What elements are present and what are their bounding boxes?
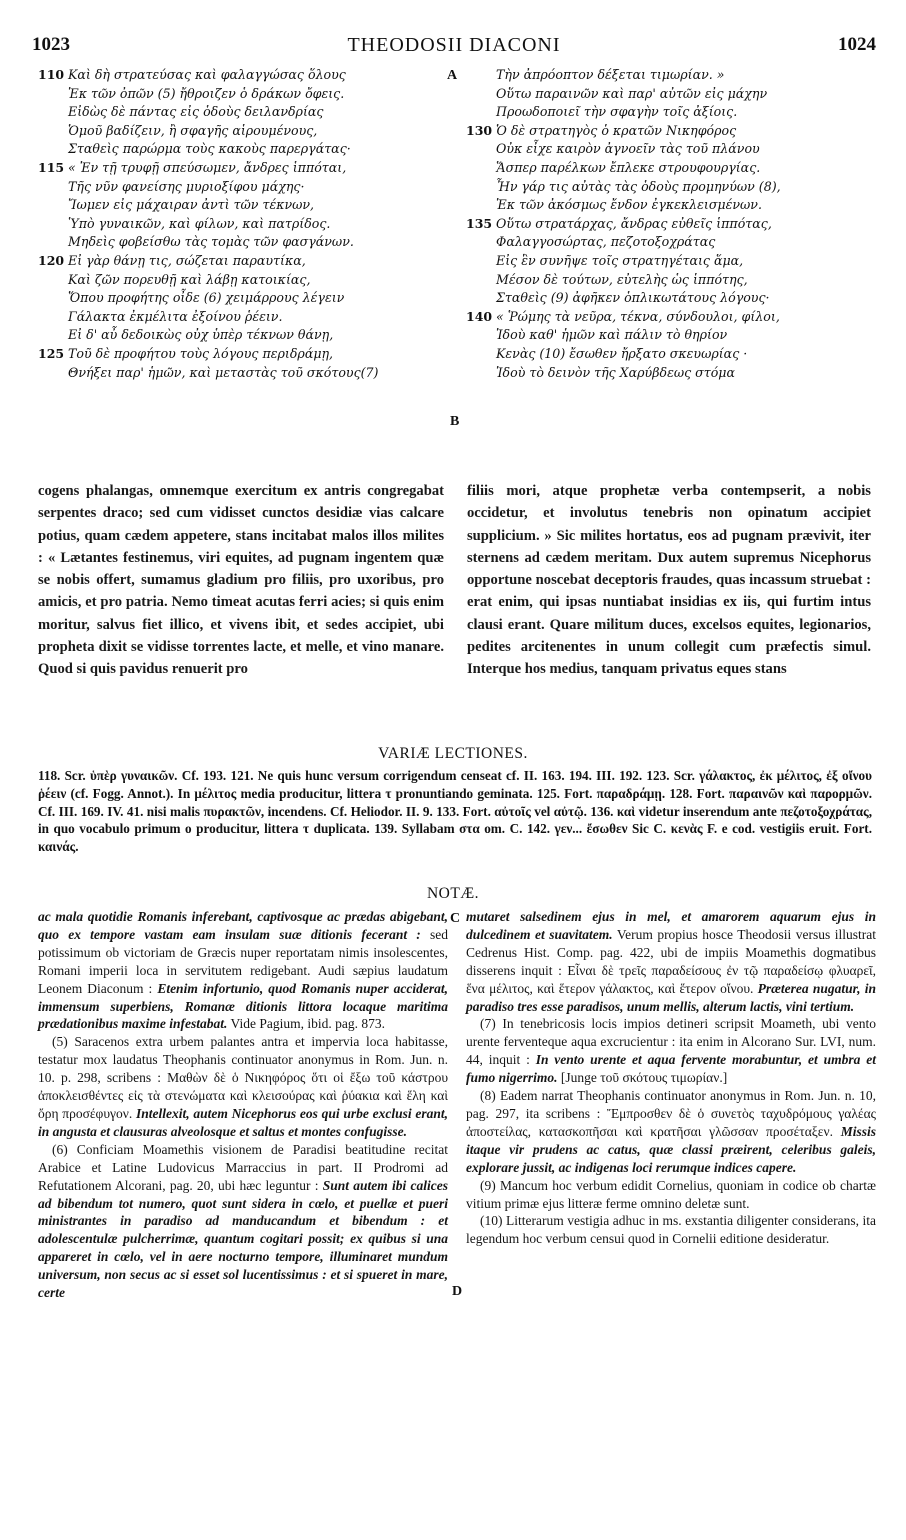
verse-text: Σταθεὶς παρώρμα τοὺς κακοὺς παρεργάτας· — [68, 141, 351, 157]
notes-column-left — [38, 908, 448, 1302]
note-text: In vento urente et aqua fervente morabuntur, et umbra et fumo nigerrimo. — [466, 1052, 876, 1086]
verse-text: Ὁμοῦ βαδίζειν, ἢ σφαγῆς αἱρουμένους, — [68, 122, 318, 138]
verse-text: Εἰ γὰρ θάνῃ τις, σώζεται παραυτίκα, — [68, 252, 306, 268]
page-header — [32, 34, 876, 60]
verse-text: Μέσον δὲ τούτων, εὐτελὴς ὡς ἱππότης, — [496, 271, 748, 287]
margin-letter-a: A — [447, 68, 458, 83]
note-text: (8) Eadem narrat Theophanis continuator anonymus in Rom. Jun. n. 10, pag. 297, ita scribens : Ἔμπροσθεν δὲ ὁ συνετὸς ταχυδρόμους γαλέας ἀποστείλας, κατασκοπῆσαι καὶ κρατῆσαι γλῶσσαν προσέταξεν. — [466, 1088, 876, 1139]
verse-line — [68, 215, 428, 234]
margin-letter-c: C — [450, 911, 461, 926]
verse-text: Οὕτω στρατάρχας, ἄνδρας εὐθεῖς ἱππότας, — [496, 215, 772, 231]
note-paragraph — [466, 1087, 876, 1177]
verse-text: Ἦν γάρ τις αὐτὰς τὰς ὁδοὺς προμηνύων (8), — [496, 178, 781, 194]
verse-text: Εἰ δ' αὖ δεδοικὼς οὐχ ὑπὲρ τέκνων θάνῃ, — [68, 327, 334, 343]
verse-text: Ἅσπερ παρέλκων ἔπλεκε στρουφουργίας. — [496, 159, 761, 175]
verse-line — [496, 345, 876, 364]
verse-text: Τοῦ δὲ προφήτου τοὺς λόγους περιδράμῃ, — [68, 345, 334, 361]
note-paragraph — [38, 1033, 448, 1140]
verse-line — [496, 85, 876, 104]
note-text: Vide Pagium, ibid. pag. 873. — [227, 1016, 385, 1032]
note-paragraph — [466, 1212, 876, 1248]
latin-translation-right: filiis mori, atque prophetæ verba contempserit, a nobis occidetur, et involutus tenebris non opinatum accipiet supplicium. » Sic milites hortatus, eos ad pugnam prævivit, iter sternens ad cædem meritam. Dux autem supremus Nicephorus opportune noscebat deceptoris fraudes, quas incassum struebat : erat enim, qui ipsas nuntiabat insidias ex iis, qui furtim intus clausi erant. Quare militum duces, excelsos equites, legionarios, pedites arcitenentes in unum collegit cum præfectis simul. Interque hos medius, tanquam privatus eques stans — [467, 483, 871, 678]
verse-text: Ἰδοὺ τὸ δεινὸν τῆς Χαρύβδεως στόμα — [496, 364, 735, 380]
verse-text: Ἰδοὺ καθ' ἡμῶν καὶ πάλιν τὸ θηρίον — [496, 327, 728, 343]
verse-line — [68, 103, 428, 122]
verse-line — [466, 308, 876, 327]
note-paragraph — [466, 908, 876, 1015]
verse-line — [38, 159, 428, 178]
verse-line — [496, 159, 876, 178]
margin-letter-d: D — [452, 1284, 463, 1299]
verse-text: Φαλαγγοσώρτας, πεζοτοξοχράτας — [496, 234, 716, 250]
note-text: sed potissimum ob victoriam de Græcis nuper reportatam nimis insolescentes, Romani imperii loca in servitutem redigebant. Audi sæpius laudatum Leonem Diaconum : — [38, 926, 448, 996]
verse-text: Ἴωμεν εἰς μάχαιραν ἀντὶ τῶν τέκνων, — [68, 197, 315, 213]
note-text: (10) Litterarum vestigia adhuc in ms. exstantia diligenter considerans, ita legendum hoc verbum censui quod in Cornelii editione desideratur. — [466, 1213, 876, 1247]
verse-line — [68, 196, 428, 215]
verse-text: Οὕτω παραινῶν καὶ παρ' αὐτῶν εἰς μάχην — [496, 85, 768, 101]
verse-line — [38, 252, 428, 271]
verse-text: Σταθεὶς (9) ἀφῆκεν ὁπλικωτάτους λόγους· — [496, 290, 770, 306]
verse-line — [38, 66, 428, 85]
verse-text: « Ῥώμης τὰ νεῦρα, τέκνα, σύνδουλοι, φίλοι, — [496, 308, 780, 324]
verse-text: Γάλακτα ἐκμέλιτα ἐξοίνου ῥέειν. — [68, 308, 283, 324]
verse-line — [496, 289, 876, 308]
verse-number: 120 — [38, 252, 65, 268]
left-page-number: 1023 — [32, 34, 70, 55]
verse-line — [68, 85, 428, 104]
verse-line — [466, 122, 876, 141]
note-paragraph — [466, 1177, 876, 1213]
verse-number: 115 — [38, 159, 65, 175]
note-text: ac mala quotidie Romanis inferebant, captivosque ac prædas abigebant, quo ex tempore vastam eam insulam suæ ditionis fecerant : — [38, 909, 448, 942]
verse-number: 110 — [38, 67, 65, 82]
variae-lectiones-heading: VARIÆ LECTIONES. — [378, 745, 528, 762]
verse-line — [496, 271, 876, 290]
verse-line — [496, 196, 876, 215]
note-text: [Junge τοῦ σκότους τιμωρίαν.] — [557, 1070, 728, 1086]
verse-text: Κενὰς (10) ἔσωθεν ἤρξατο σκευωρίας · — [496, 345, 748, 361]
margin-letter-b: B — [450, 414, 460, 429]
verse-number: 140 — [466, 308, 493, 324]
verse-number: 135 — [466, 215, 493, 231]
verse-line — [68, 364, 428, 383]
verse-text: « Ἐν τῇ τρυφῇ σπεύσωμεν, ἄνδρες ἱππόται, — [68, 159, 347, 175]
note-text: Missis itaque vir prudens ac catus, quæ classi præirent, celeribus galeis, explorare jussit, ac indigenas loci rerumque indices capere. — [466, 1123, 876, 1175]
verse-text: Ἐκ τῶν ἀκόσμως ἔνδον ἐγκεκλεισμένων. — [496, 197, 762, 213]
note-text: (7) In tenebricosis locis impios detineri scripsit Moameth, ubi vento urente ferventeque aqua excrucientur : ita enim in Alcorano Sur. LVI, num. 44, inquit : — [466, 1016, 876, 1068]
verse-line — [68, 326, 428, 345]
verse-text: Ὑπὸ γυναικῶν, καὶ φίλων, καὶ πατρίδος. — [68, 215, 331, 231]
note-paragraph — [38, 1141, 448, 1302]
verse-text: Εἰς ἓν συνῆψε τοῖς στρατηγέταις ἅμα, — [496, 252, 744, 268]
verse-line — [496, 103, 876, 122]
verse-line — [68, 178, 428, 197]
note-text: Etenim infortunio, quod Romanis nuper acciderat, immensum superbiens, Romanæ ditionis littora locaque maritima prædationibus maxime infestabat. — [38, 980, 448, 1032]
verse-line — [496, 326, 876, 345]
verse-line — [496, 233, 876, 252]
note-text: mutaret salsedinem ejus in mel, et amarorem aquarum ejus in dulcedinem et suavitatem. — [466, 909, 876, 942]
note-text: Sunt autem ibi calices ad bibendum tot numero, quot sunt sidera in cœlo, et puellæ et pueri ministrantes in paradiso ad manducandum et bibendum : et adolescentulæ pulcherrimæ, quantum cogitari possit; ex quibus si una appareret in cœlo, vel in aere nocturno tempore, illuminaret mundum universum, non secus ac si esset sol lucentissimus : et si spueret in mare, certe — [38, 1177, 448, 1301]
notes-column-right — [466, 908, 876, 1248]
verse-line — [466, 215, 876, 234]
verse-text: Καὶ ζῶν πορευθῇ καὶ λάβῃ κατοικίας, — [68, 271, 311, 287]
verse-text: Ἐκ τῶν ὀπῶν (5) ἤθροιζεν ὁ δράκων ὄφεις. — [68, 85, 345, 101]
note-text: Intellexit, autem Nicephorus eos qui urbe exclusi erant, in angusta et clausuras alveolosque et saltus et montes confugisse. — [38, 1105, 448, 1139]
verse-line — [68, 122, 428, 141]
note-paragraph — [466, 1015, 876, 1087]
verse-line — [496, 252, 876, 271]
verse-text: Καὶ δὴ στρατεύσας καὶ φαλαγγώσας ὅλους — [68, 67, 346, 82]
verse-line — [68, 140, 428, 159]
latin-translation-left: cogens phalangas, omnemque exercitum ex antris congregabat serpentes draco; sed cum vidisset cunctos desidiæ vias calcare potius, quam cædem appetere, stans incitabat malos illos milites : « Lætantes festinemus, viri equites, ad pugnam ingentem quæ se nobis offert, sumamus gladium pro filiis, pro uxoribus, pro amicis, et pro patria. Nemo timeat acutas ferri acies; si quis enim moritur, salvus fiet illico, et vivens ibit, et sedes accipiet, ubi propheta dixit se vidisse torrentes lacte, et melle, et vino manare. Quod si quis pavidus renuerit pro — [38, 483, 444, 678]
verse-line — [68, 289, 428, 308]
verse-line — [496, 364, 876, 383]
verse-line — [496, 178, 876, 197]
verse-text: Τῆς νῦν φανείσης μυριοξίφου μάχης· — [68, 178, 305, 194]
running-title: THEODOSII DIACONI — [347, 34, 561, 56]
verse-text: Θνήξει παρ' ἡμῶν, καὶ μεταστὰς τοῦ σκότους(7) — [68, 364, 379, 380]
verse-text: Μηδεὶς φοβείσθω τὰς τομὰς τῶν φασγάνων. — [68, 234, 354, 250]
verse-number: 125 — [38, 345, 65, 361]
verse-text: Ὁ δὲ στρατηγὸς ὁ κρατῶν Νικηφόρος — [496, 122, 737, 138]
verse-number: 130 — [466, 122, 493, 138]
greek-verses-left — [38, 66, 428, 382]
variae-lectiones-text: 118. Scr. ὑπὲρ γυναικῶν. Cf. 193. 121. Ne quis hunc versum corrigendum censeat cf. II. 163. 194. III. 192. 123. Scr. γάλακτος, ἐκ μέλιτος, ἐξ οἴνου ῥέειν (cf. Fogg. Annot.). In μέλιτος media producitur, littera τ pronuntiando geminata. 125. Fort. παραδράμῃ. 128. Fort. παραινῶν καὶ παρορμῶν. Cf. III. 169. IV. 41. nisi malis πυρακτῶν, incendens. Cf. Heliodor. II. 9. 133. Fort. αὐτοῖς vel αὐτῷ. 136. καὶ videtur inserendum ante πεζοτοξοχράτας, in quo vocabulo primum o producitur, littera τ duplicata. 139. Syllabam στα om. C. 142. γεν... ἔσωθεν Sic C. κενὰς F. e cod. vestigiis eruit. Fort. καινάς. — [38, 768, 872, 855]
note-text: (5) Saracenos extra urbem palantes antra et impervia loca habitasse, testatur mox laudatus Theophanis continuator anonymus in Rom. Jun. n. 10. p. 298, scribens : Μαθὼν δὲ ὁ Νικηφόρος ὅτι οἱ ἔξω τοῦ κάστρου ἀποκλεισθέντες εἰς τὰ στενώματα καὶ κλεισούρας καὶ ῥύακια καὶ ἕλη καὶ ὄρη προσέφυγον. — [38, 1034, 448, 1121]
note-paragraph — [38, 908, 448, 1033]
verse-line — [68, 271, 428, 290]
verse-line — [68, 233, 428, 252]
right-page-number: 1024 — [838, 34, 876, 55]
verse-text: Ὅπου προφήτης οἶδε (6) χειμάρρους λέγειν — [68, 290, 345, 306]
verse-line — [496, 140, 876, 159]
verse-text: Προωδοποιεῖ τὴν σφαγὴν τοῖς ἀξίοις. — [496, 104, 738, 120]
verse-text: Οὐκ εἶχε καιρὸν ἀγνοεῖν τὰς τοῦ πλάνου — [496, 141, 760, 157]
notae-heading: NOTÆ. — [426, 885, 479, 902]
verse-line — [496, 66, 876, 85]
note-text: (9) Mancum hoc verbum edidit Cornelius, quoniam in codice ob chartæ vitium primæ ejus litteræ ferme omnino deletæ sunt. — [466, 1177, 876, 1211]
note-text: (6) Conficiam Moamethis visionem de Paradisi beatitudine recitat Arabice et Latine Ludovicus Marraccius in part. II Prodromi ad Refutationem Alcorani, pag. 20, ubi hæc leguntur : — [38, 1141, 448, 1193]
verse-line — [38, 345, 428, 364]
note-text: Præterea nugatur, in paradiso tres esse paradisos, unum mellis, alterum lactis, vini tertium. — [466, 980, 876, 1014]
verse-line — [68, 308, 428, 327]
greek-verses-right — [466, 66, 876, 382]
verse-text: Εἰδὼς δὲ πάντας εἰς ὁδοὺς δειλανδρίας — [68, 104, 324, 120]
note-text: Verum propius hosce Theodosii versus illustrat Cedrenus Hist. Comp. pag. 422, ubi de impiis Moamethis dogmatibus disserens inquit : Εἶναι δὲ τρεῖς παραδείσους ἐν τῷ παραδείσῳ φλυαρεῖ, ἕνα μέλιτος, καὶ ἕτερον γάλακτος, καὶ ἕτερον οἴνου. — [466, 926, 876, 996]
verse-text: Τὴν ἀπρόοπτον δέξεται τιμωρίαν. » — [496, 67, 725, 82]
